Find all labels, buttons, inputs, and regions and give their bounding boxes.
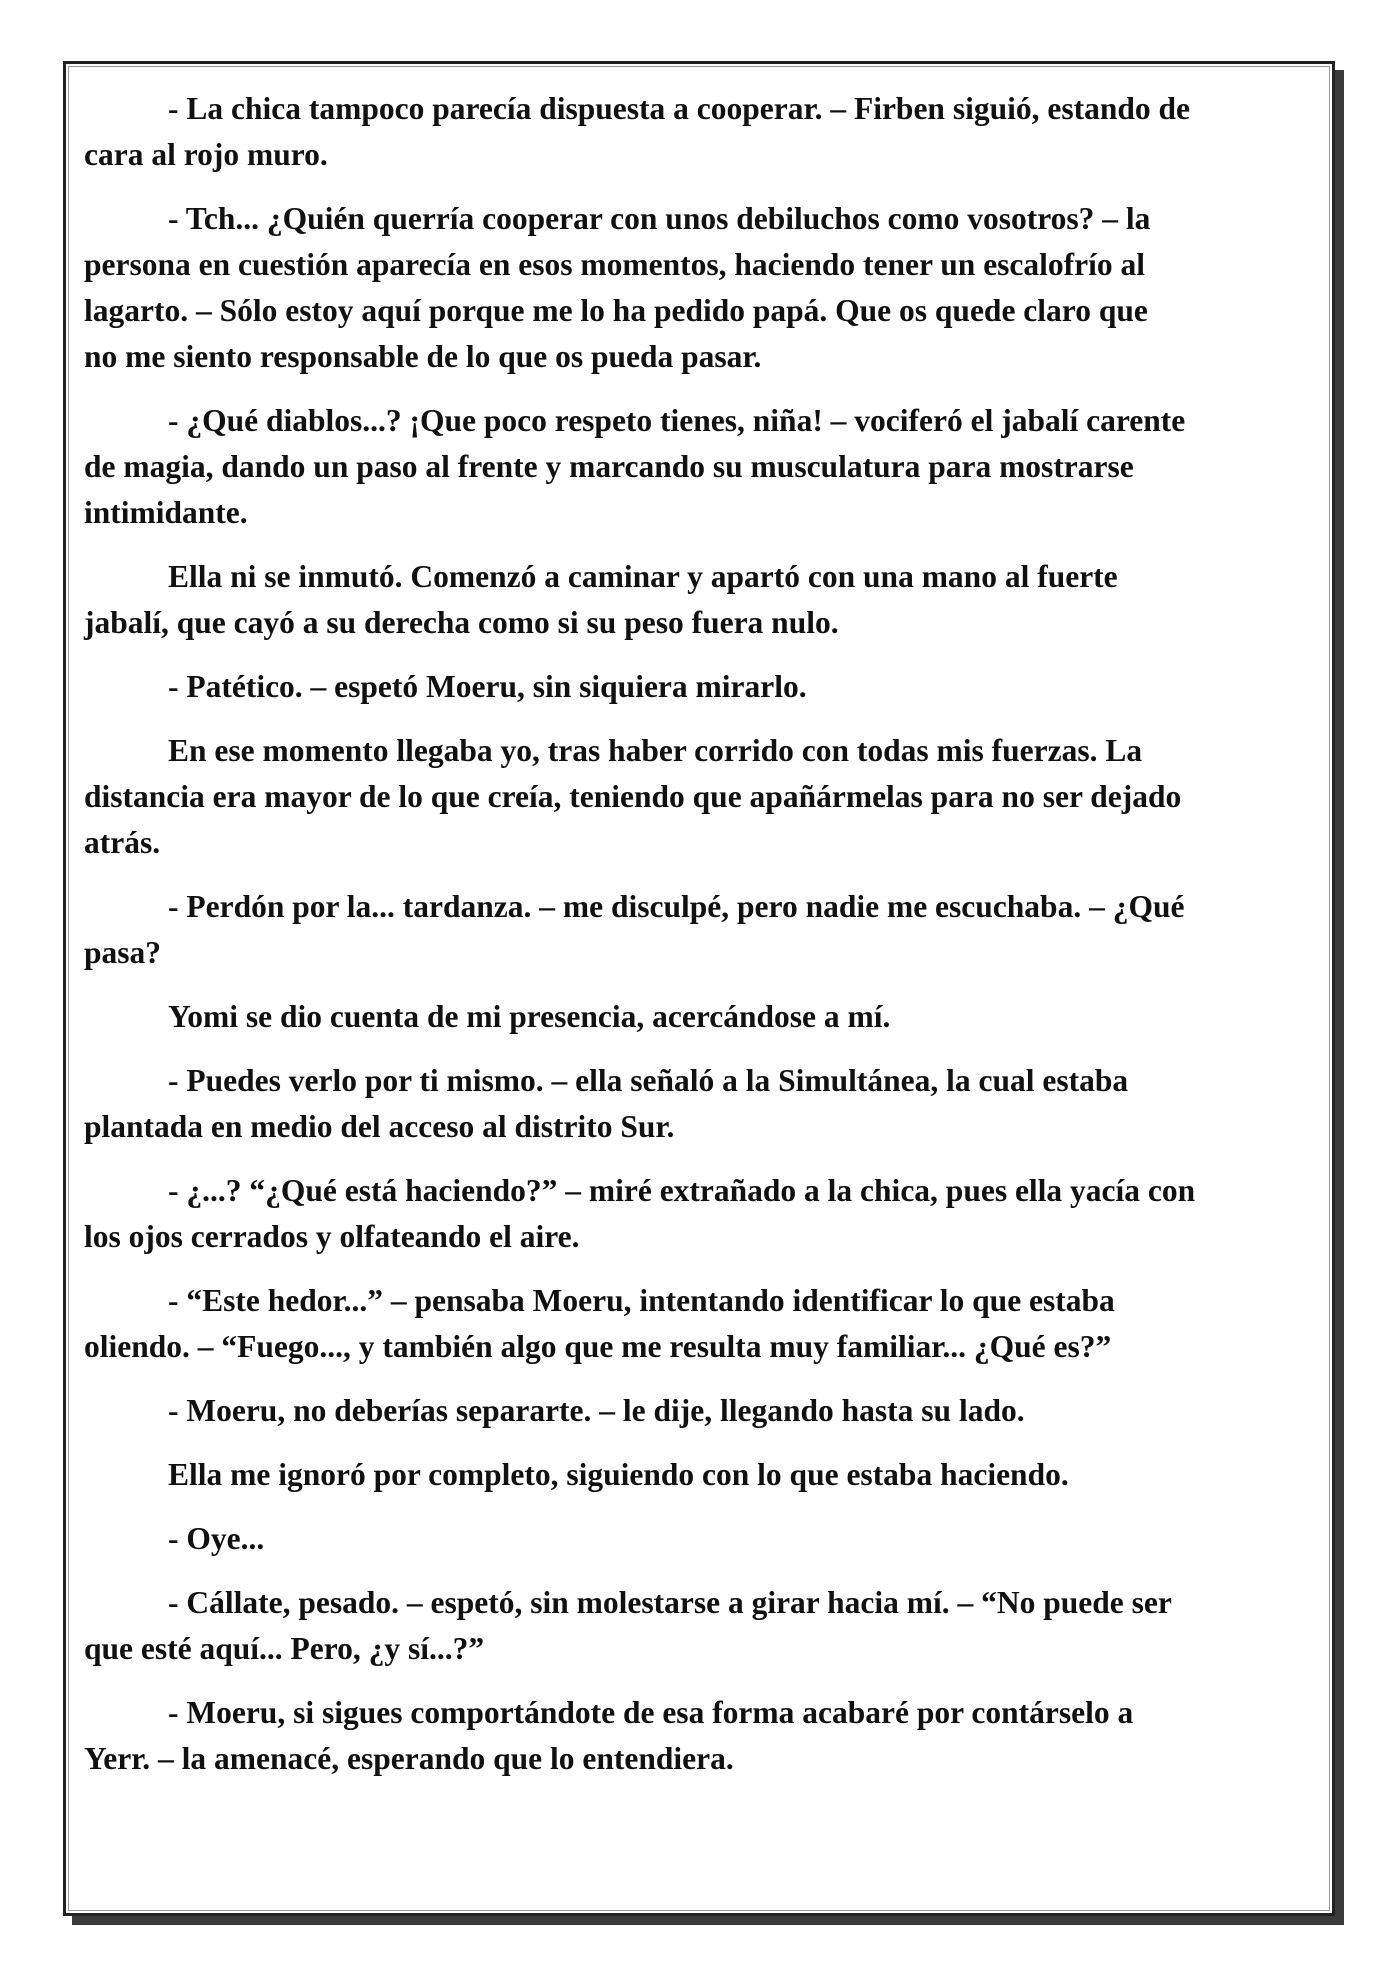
paragraph	[84, 1580, 1324, 1672]
text-line: - Moeru, si sigues comportándote de esa forma acabaré por contárselo a	[168, 1695, 1134, 1730]
text-line: de magia, dando un paso al frente y marcando su musculatura para mostrarse	[84, 449, 1134, 484]
text-line: cara al rojo muro.	[84, 137, 328, 172]
text-line: que esté aquí... Pero, ¿y sí...?”	[84, 1631, 485, 1666]
text-line: pasa?	[84, 935, 162, 970]
text-line: lagarto. – Sólo estoy aquí porque me lo ha pedido papá. Que os quede claro que	[84, 293, 1148, 328]
text-line: - Puedes verlo por ti mismo. – ella señaló a la Simultánea, la cual estaba	[168, 1063, 1129, 1098]
text-line: - Oye...	[168, 1521, 265, 1556]
document-body	[84, 86, 1324, 1800]
text-line: oliendo. – “Fuego..., y también algo que me resulta muy familiar... ¿Qué es?”	[84, 1329, 1112, 1364]
paragraph	[84, 1690, 1324, 1782]
paragraph	[84, 1058, 1324, 1150]
text-line: - La chica tampoco parecía dispuesta a cooperar. – Firben siguió, estando de	[168, 91, 1190, 126]
paragraph	[84, 1278, 1324, 1370]
text-line: persona en cuestión aparecía en esos momentos, haciendo tener un escalofrío al	[84, 247, 1146, 282]
text-line: Ella ni se inmutó. Comenzó a caminar y apartó con una mano al fuerte	[168, 559, 1118, 594]
text-line: - Tch... ¿Quién querría cooperar con unos debiluchos como vosotros? – la	[168, 201, 1151, 236]
text-line: Yerr. – la amenacé, esperando que lo entendiera.	[84, 1741, 734, 1776]
text-line: Yomi se dio cuenta de mi presencia, acercándose a mí.	[168, 999, 891, 1034]
text-line: - Cállate, pesado. – espetó, sin molestarse a girar hacia mí. – “No puede ser	[168, 1585, 1172, 1620]
text-line: - Moeru, no deberías separarte. – le dije, llegando hasta su lado.	[168, 1393, 1025, 1428]
paragraph	[84, 1168, 1324, 1260]
text-line: atrás.	[84, 825, 161, 860]
text-line: - “Este hedor...” – pensaba Moeru, intentando identificar lo que estaba	[168, 1283, 1115, 1318]
paragraph	[84, 196, 1324, 380]
text-line: - Perdón por la... tardanza. – me disculpé, pero nadie me escuchaba. – ¿Qué	[168, 889, 1185, 924]
text-line: Ella me ignoró por completo, siguiendo con lo que estaba haciendo.	[168, 1457, 1069, 1492]
paragraph	[84, 86, 1324, 178]
paragraph	[84, 398, 1324, 536]
paragraph	[84, 1452, 1324, 1498]
paragraph	[84, 554, 1324, 646]
text-line: - ¿...? “¿Qué está haciendo?” – miré extrañado a la chica, pues ella yacía con	[168, 1173, 1196, 1208]
text-line: los ojos cerrados y olfateando el aire.	[84, 1219, 580, 1254]
paragraph	[84, 728, 1324, 866]
text-line: distancia era mayor de lo que creía, teniendo que apañármelas para no ser dejado	[84, 779, 1182, 814]
text-line: intimidante.	[84, 495, 248, 530]
paragraph	[84, 1516, 1324, 1562]
paragraph	[84, 884, 1324, 976]
paragraph	[84, 664, 1324, 710]
paragraph	[84, 994, 1324, 1040]
text-line: - Patético. – espetó Moeru, sin siquiera mirarlo.	[168, 669, 807, 704]
paragraph	[84, 1388, 1324, 1434]
text-line: no me siento responsable de lo que os pueda pasar.	[84, 339, 762, 374]
text-line: - ¿Qué diablos...? ¡Que poco respeto tienes, niña! – vociferó el jabalí carente	[168, 403, 1186, 438]
text-line: plantada en medio del acceso al distrito Sur.	[84, 1109, 675, 1144]
text-line: En ese momento llegaba yo, tras haber corrido con todas mis fuerzas. La	[168, 733, 1143, 768]
text-line: jabalí, que cayó a su derecha como si su peso fuera nulo.	[84, 605, 839, 640]
